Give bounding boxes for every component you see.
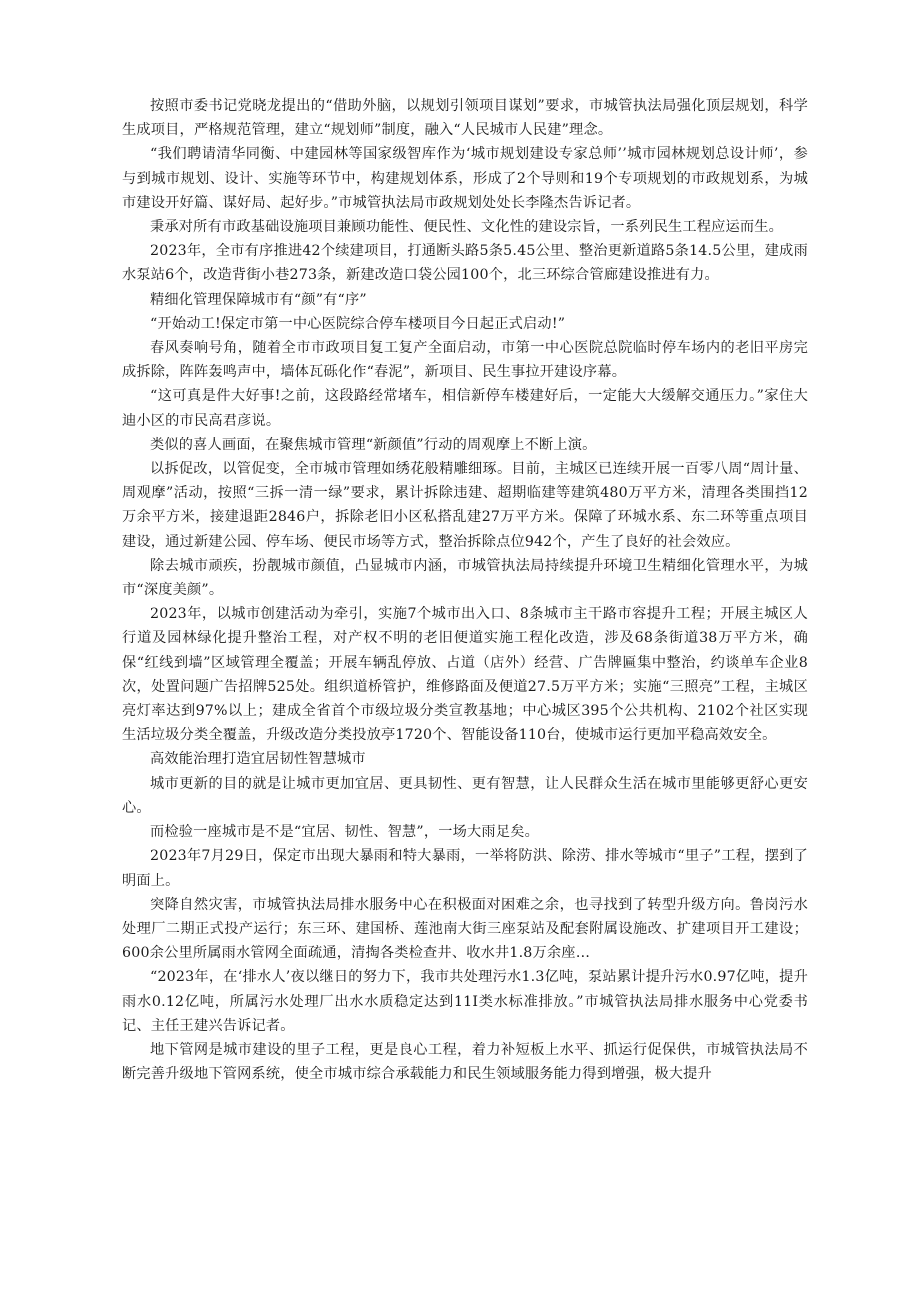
paragraph: “2023年，在‘排水人’夜以继日的努力下，我市共处理污水1.3亿吨，泵站累计提升污水0.97亿吨，提升雨水0.12亿吨，所属污水处理厂出水水质稳定达到11I类水标准排放。”市城管执法局排水服务中心党委书记、主任王建兴告诉记者。 (122, 969, 808, 1034)
paragraph: 2023年，全市有序推进42个续建项目，打通断头路5条5.45公里、整治更新道路5条14.5公里，建成雨水泵站6个，改造背街小巷273条，新建改造口袋公园100个，北三环综合管廊建设推进有力。 (122, 243, 808, 284)
paragraph: 城市更新的目的就是让城市更加宜居、更具韧性、更有智慧，让人民群众生活在城市里能够更舒心更安心。 (122, 775, 808, 816)
paragraph: 而检验一座城市是不是“宜居、韧性、智慧”，一场大雨足矣。 (150, 824, 539, 841)
section-heading: 精细化管理保障城市有“颜”有“序” (150, 291, 367, 308)
paragraph: 以拆促改，以管促变，全市城市管理如绣花般精雕细琢。目前，主城区已连续开展一百零八周“周计量、周观摩”活动，按照“三拆一清一绿”要求，累计拆除违建、超期临建等建筑480万平方米，清理各类围挡12万余平方米，接建退距2846户，拆除老旧小区私搭乱建27万平方米。保障了环城水系、东二环等重点项目建设，通过新建公园、停车场、便民市场等方式，整治拆除点位942个，产生了良好的社会效应。 (122, 461, 808, 550)
paragraph: 除去城市顽疾，扮靓城市颜值，凸显城市内涵，市城管执法局持续提升环境卫生精细化管理水平，为城市“深度美颜”。 (122, 557, 808, 599)
paragraph: 2023年7月29日，保定市出现大暴雨和特大暴雨，一举将防洪、除涝、排水等城市“里子”工程，摆到了明面上。 (122, 848, 808, 889)
paragraph: “我们聘请清华同衡、中建园林等国家级智库作为‘城市规划建设专家总师’’城市园林规划总设计师’，参与到城市规划、设计、实施等环节中，构建规划体系，形成了2个导则和19个专项规划的市政规划系，为城市建设开好篇、谋好局、起好步。”市城管执法局市政规划处处长李隆杰告诉记者。 (122, 146, 808, 211)
paragraph: 类似的喜人画面，在聚焦城市管理“新颜值”行动的周观摩上不断上演。 (150, 436, 597, 453)
paragraph: “开始动工!保定市第一中心医院综合停车楼项目今日起正式启动!” (150, 315, 566, 332)
paragraph: “这可真是件大好事!之前，这段路经常堵车，相信新停车楼建好后，一定能大大缓解交通压力。”家住大迪小区的市民高君彦说。 (122, 388, 808, 429)
paragraph: 春风奏响号角，随着全市市政项目复工复产全面启动，市第一中心医院总院临时停车场内的老旧平房完成拆除，阵阵轰鸣声中，墙体瓦砾化作“春泥”，新项目、民生事拉开建设序幕。 (122, 340, 808, 381)
paragraph: 地下管网是城市建设的里子工程，更是良心工程，着力补短板上水平、抓运行促保供，市城管执法局不断完善升级地下管网系统，使全市城市综合承载能力和民生领域服务能力得到增强，极大提升 (122, 1041, 808, 1083)
paragraph: 按照市委书记党晓龙提出的“借助外脑，以规划引领项目谋划”要求，市城管执法局强化顶层规划，科学生成项目，严格规范管理，建立“规划师”制度，融入“人民城市人民建”理念。 (122, 98, 808, 139)
section-heading: 高效能治理打造宜居韧性智慧城市 (150, 751, 366, 768)
paragraph: 秉承对所有市政基础设施项目兼顾功能性、便民性、文化性的建设宗旨，一系列民生工程应运而生。 (150, 219, 784, 236)
paragraph: 2023年，以城市创建活动为牵引，实施7个城市出入口、8条城市主干路市容提升工程；开展主城区人行道及园林绿化提升整治工程，对产权不明的老旧便道实施工程化改造，涉及68条街道38万平方米，确保“红线到墙”区域管理全覆盖；开展车辆乱停放、占道（店外）经营、广告牌匾集中整治，约谈单车企业8次，处置问题广告招牌525处。组织道桥管护，维修路面及便道27.5万平方米；实施“三照亮”工程，主城区亮灯率达到97%以上；建成全省首个市级垃圾分类宣教基地；中心城区395个公共机构、2102个社区实现生活垃圾分类全覆盖，升级改造分类投放亭1720个、智能设备110台，使城市运行更加平稳高效安全。 (122, 606, 808, 744)
paragraph: 突降自然灾害，市城管执法局排水服务中心在积极面对困难之余，也寻找到了转型升级方向。鲁岗污水处理厂二期正式投产运行；东三环、建国桥、莲池南大街三座泵站及配套附属设施改、扩建项目开工建设；600余公里所属雨水管网全面疏通，清掏各类检查井、收水井1.8万余座… (122, 896, 808, 962)
article-body (122, 94, 808, 1086)
